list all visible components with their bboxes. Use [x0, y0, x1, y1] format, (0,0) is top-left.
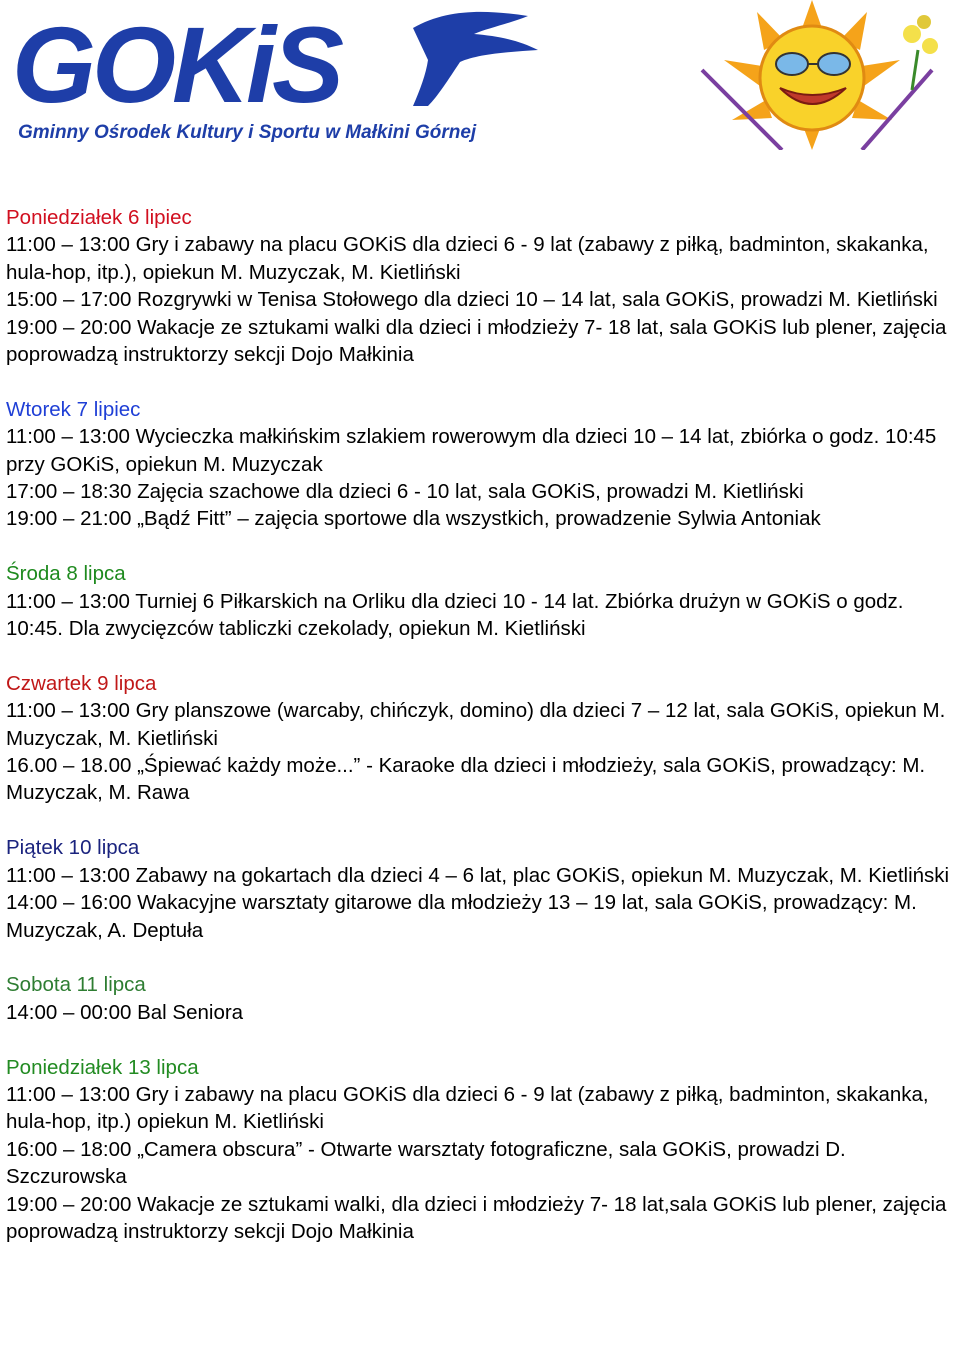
schedule-day — [6, 560, 954, 642]
page-header — [0, 0, 960, 170]
schedule-day — [6, 396, 954, 533]
schedule-day — [6, 971, 954, 1026]
schedule-list — [6, 204, 954, 1273]
day-title: Czwartek 9 lipca — [6, 671, 157, 695]
gokis-logo — [8, 10, 553, 148]
schedule-entry: 19:00 – 20:00 Wakacje ze sztukami walki dla dzieci i młodzieży 7- 18 lat, sala GOKiS lub plener, zajęcia poprowadzą instruktorzy sekcji Dojo Małkinia — [6, 315, 947, 367]
schedule-entry: 11:00 – 13:00 Turniej 6 Piłkarskich na Orliku dla dzieci 10 - 14 lat. Zbiórka drużyn w GOKiS o godz. 10:45. Dla zwycięzców tabliczki czekolady, opiekun M. Kietliński — [6, 589, 904, 641]
day-title: Poniedziałek 13 lipca — [6, 1055, 199, 1079]
schedule-day — [6, 204, 954, 368]
schedule-entry: 11:00 – 13:00 Gry planszowe (warcaby, chińczyk, domino) dla dzieci 7 – 12 lat, sala GOKiS, opiekun M. Muzyczak, M. Kietliński — [6, 699, 946, 750]
schedule-entry: 11:00 – 13:00 Gry i zabawy na placu GOKiS dla dzieci 6 - 9 lat (zabawy z piłką, badminton, skakanka, hula-hop, itp.) opiekun M. Kietliński — [6, 1082, 929, 1134]
day-title: Sobota 11 lipca — [6, 973, 146, 997]
logo-text: GOKiS — [12, 10, 341, 125]
wing-icon — [413, 12, 538, 106]
schedule-entry: 16.00 – 18.00 „Śpiewać każdy może...” - Karaoke dla dzieci i młodzieży, sala GOKiS, prowadzący: M. Muzyczak, M. Rawa — [6, 754, 926, 805]
day-title: Poniedziałek 6 lipiec — [6, 206, 192, 229]
day-title: Piątek 10 lipca — [6, 836, 140, 860]
schedule-entry: 14:00 – 00:00 Bal Seniora — [6, 1000, 244, 1024]
day-title: Środa 8 lipca — [6, 562, 126, 586]
schedule-entry: 19:00 – 20:00 Wakacje ze sztukami walki, dla dzieci i młodzieży 7- 18 lat,sala GOKiS lub plener, zajęcia poprowadzą instruktorzy sekcji Dojo Małkinia — [6, 1192, 947, 1243]
schedule-entry: 14:00 – 16:00 Wakacyjne warsztaty gitarowe dla młodzieży 13 – 19 lat, sala GOKiS, prowadzący: M. Muzyczak, A. Deptuła — [6, 891, 917, 942]
logo-subtitle: Gminny Ośrodek Kultury i Sportu w Małkini Górnej — [18, 122, 477, 143]
schedule-entry: 19:00 – 21:00 „Bądź Fitt” – zajęcia sportowe dla wszystkich, prowadzenie Sylwia Antoniak — [6, 507, 821, 531]
schedule-day — [6, 1054, 954, 1246]
schedule-entry: 11:00 – 13:00 Zabawy na gokartach dla dzieci 4 – 6 lat, plac GOKiS, opiekun M. Muzyczak, M. Kietliński — [6, 863, 950, 887]
sun-mascot-icon — [662, 0, 960, 150]
schedule-day — [6, 670, 954, 807]
schedule-entry: 15:00 – 17:00 Rozgrywki w Tenisa Stołowego dla dzieci 10 – 14 lat, sala GOKiS, prowadzi M. Kietliński — [6, 288, 938, 312]
schedule-entry: 11:00 – 13:00 Wycieczka małkińskim szlakiem rowerowym dla dzieci 10 – 14 lat, zbiórka o godz. 10:45 przy GOKiS, opiekun M. Muzyczak — [6, 425, 937, 476]
schedule-entry: 11:00 – 13:00 Gry i zabawy na placu GOKiS dla dzieci 6 - 9 lat (zabawy z piłką, badminton, skakanka, hula-hop, itp.), opiekun M. Muzyczak, M. Kietliński — [6, 233, 929, 284]
day-title: Wtorek 7 lipiec — [6, 397, 141, 421]
schedule-entry: 17:00 – 18:30 Zajęcia szachowe dla dzieci 6 - 10 lat, sala GOKiS, prowadzi M. Kietliński — [6, 480, 804, 504]
schedule-day — [6, 834, 954, 944]
schedule-entry: 16:00 – 18:00 „Camera obscura” - Otwarte warsztaty fotograficzne, sala GOKiS, prowadzi D. Szczurowska — [6, 1137, 846, 1189]
